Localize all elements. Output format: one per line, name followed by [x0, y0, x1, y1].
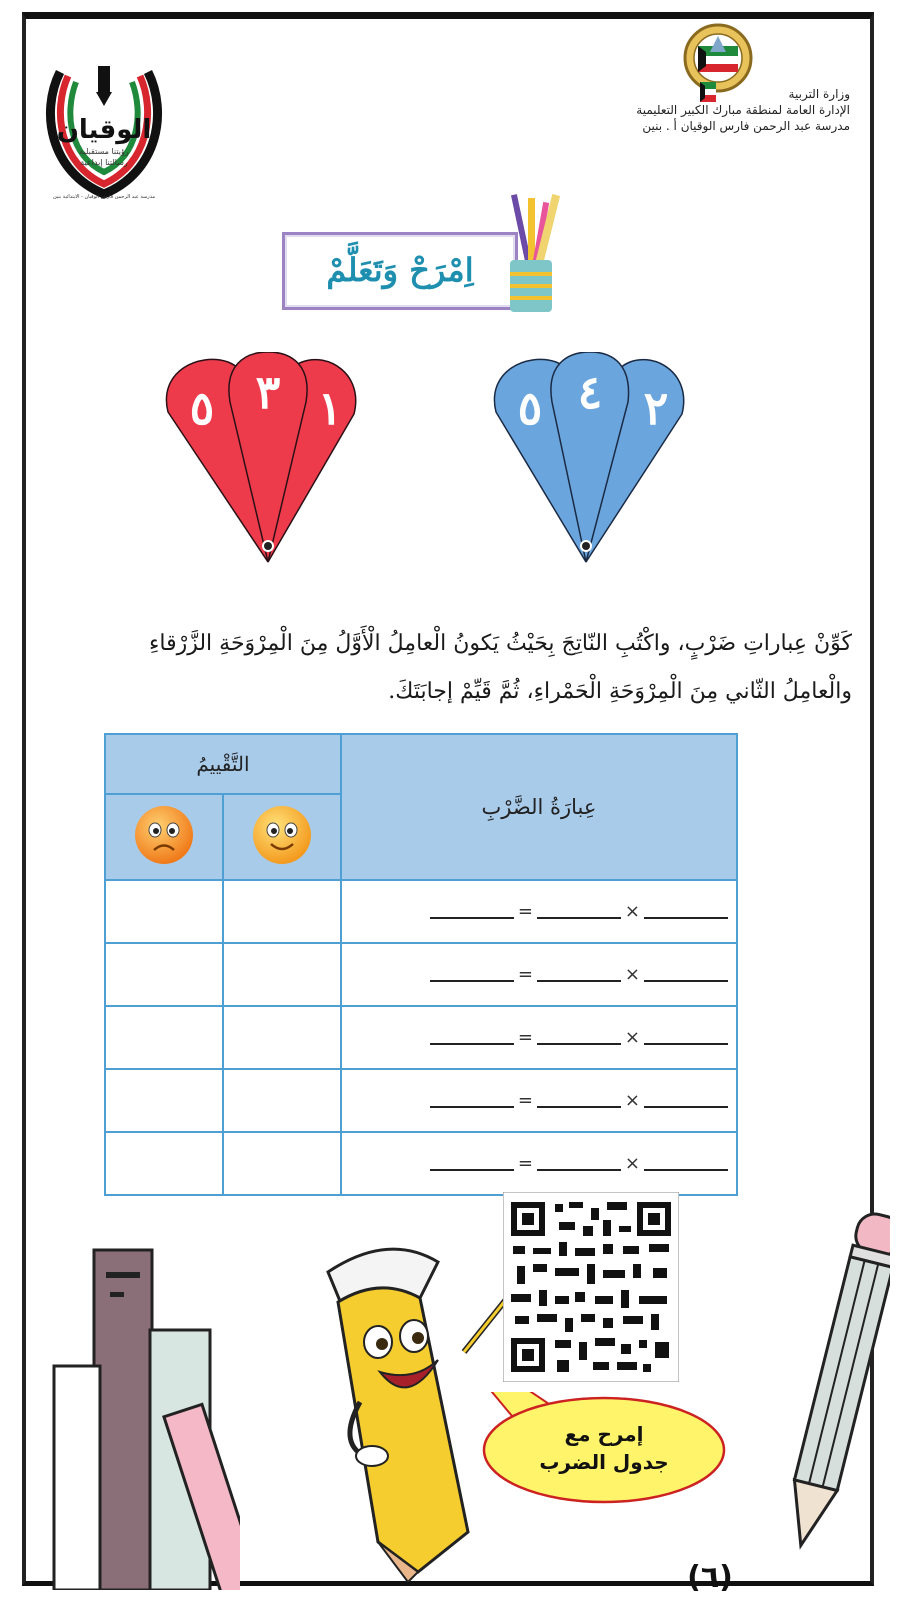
qr-code-icon: [503, 1192, 679, 1382]
ministry-name: وزارة التربية: [788, 87, 850, 101]
school-logo: [40, 62, 168, 202]
multiplication-expression-cell[interactable]: [341, 1132, 737, 1195]
sad-rating-cell: [105, 794, 223, 880]
first-factor-blank[interactable]: [644, 1157, 728, 1171]
equals-sign: =: [517, 1027, 533, 1048]
logo-tagline-1: رؤيتنا مستقبلية: [79, 147, 129, 156]
multiply-sign: ×: [624, 1153, 640, 1174]
speech-bubble-line-2: جدول الضرب: [539, 1450, 669, 1474]
second-factor-blank[interactable]: [537, 1031, 621, 1045]
worksheet-table: [104, 733, 738, 1196]
sad-rating-answer-cell[interactable]: [105, 943, 223, 1006]
page-number: (٦): [687, 1560, 733, 1595]
blue-fan-digit: ٢: [643, 381, 669, 435]
pencil-cup-icon: [500, 188, 560, 316]
directorate-name: الإدارة العامة لمنطقة مبارك الكبير التعليمية: [636, 103, 850, 117]
ministry-emblem-icon: [682, 22, 754, 94]
product-blank[interactable]: [430, 968, 514, 982]
red-fan-digit: ٣: [255, 365, 281, 419]
answer-rows: [105, 880, 737, 1195]
multiply-sign: ×: [624, 1090, 640, 1111]
blue-fan-digit: ٤: [577, 365, 603, 419]
answer-row: [105, 1132, 737, 1195]
equals-sign: =: [517, 964, 533, 985]
equals-sign: =: [517, 1153, 533, 1174]
sad-rating-answer-cell[interactable]: [105, 880, 223, 943]
speech-bubble-line-1: إمرح مع: [564, 1422, 644, 1446]
second-factor-blank[interactable]: [537, 1157, 621, 1171]
happy-rating-answer-cell[interactable]: [223, 1006, 341, 1069]
answer-row: [105, 1069, 737, 1132]
multiplication-expression-cell[interactable]: [341, 880, 737, 943]
second-factor-blank[interactable]: [537, 1094, 621, 1108]
happy-rating-answer-cell[interactable]: [223, 1132, 341, 1195]
sad-rating-answer-cell[interactable]: [105, 1069, 223, 1132]
instructions-line-2: والْعامِلُ الثّاني مِنَ الْمِرْوَحَةِ الْحَمْراءِ، ثُمَّ قَيِّمْ إجابَتَكَ.: [388, 679, 852, 704]
second-factor-blank[interactable]: [537, 905, 621, 919]
happy-rating-cell: [223, 794, 341, 880]
pencil-illustration: [790, 1200, 890, 1560]
happy-rating-answer-cell[interactable]: [223, 880, 341, 943]
answer-row: [105, 943, 737, 1006]
product-blank[interactable]: [430, 1157, 514, 1171]
title-banner: [282, 232, 518, 310]
instructions-line-1: كَوِّنْ عِباراتِ ضَرْبٍ، واكْتُبِ النّاتِجَ بِحَيْثُ يَكونُ الْعامِلُ الْأَوَّلُ مِنَ الْمِرْوَحَةِ الزَّرْقاءِ: [149, 631, 852, 656]
logo-tagline-2: رسالتنا إبداعية: [80, 158, 128, 167]
rating-header: التَّقْييمُ: [105, 734, 341, 794]
second-factor-blank[interactable]: [537, 968, 621, 982]
first-factor-blank[interactable]: [644, 1094, 728, 1108]
books-illustration: [40, 1210, 240, 1590]
school-name: مدرسة عبد الرحمن فارس الوقيان أ . بنين: [642, 119, 850, 133]
product-blank[interactable]: [430, 1094, 514, 1108]
blue-fan-digit: ٥: [517, 381, 543, 435]
multiplication-expression-cell[interactable]: [341, 1069, 737, 1132]
multiplication-expression-cell[interactable]: [341, 1006, 737, 1069]
answer-row: [105, 1006, 737, 1069]
multiply-sign: ×: [624, 901, 640, 922]
red-fan: [158, 352, 384, 578]
red-fan-digit: ٥: [189, 381, 215, 435]
expression-header: عِبارَةُ الضَّرْبِ: [341, 734, 737, 880]
sad-rating-answer-cell[interactable]: [105, 1006, 223, 1069]
product-blank[interactable]: [430, 1031, 514, 1045]
first-factor-blank[interactable]: [644, 905, 728, 919]
logo-footer: مدرسة عبد الرحمن فارس الوقيان - الابتدائية بنين: [52, 194, 156, 200]
equals-sign: =: [517, 1090, 533, 1111]
red-fan-digit: ١: [317, 381, 343, 435]
multiplication-expression-cell[interactable]: [341, 943, 737, 1006]
equals-sign: =: [517, 901, 533, 922]
blue-fan: [486, 352, 712, 578]
sad-face-icon: [133, 804, 195, 866]
product-blank[interactable]: [430, 905, 514, 919]
first-factor-blank[interactable]: [644, 1031, 728, 1045]
answer-row: [105, 880, 737, 943]
school-header: [550, 86, 850, 134]
happy-rating-answer-cell[interactable]: [223, 1069, 341, 1132]
multiply-sign: ×: [624, 964, 640, 985]
page-title: اِمْرَحْ وَتَعَلَّمْ: [326, 251, 474, 289]
instructions: [78, 620, 852, 716]
first-factor-blank[interactable]: [644, 968, 728, 982]
logo-brand: الوقيان: [56, 115, 152, 145]
sad-rating-answer-cell[interactable]: [105, 1132, 223, 1195]
multiply-sign: ×: [624, 1027, 640, 1048]
happy-face-icon: [251, 804, 313, 866]
happy-rating-answer-cell[interactable]: [223, 943, 341, 1006]
speech-bubble-text: [482, 1420, 726, 1476]
